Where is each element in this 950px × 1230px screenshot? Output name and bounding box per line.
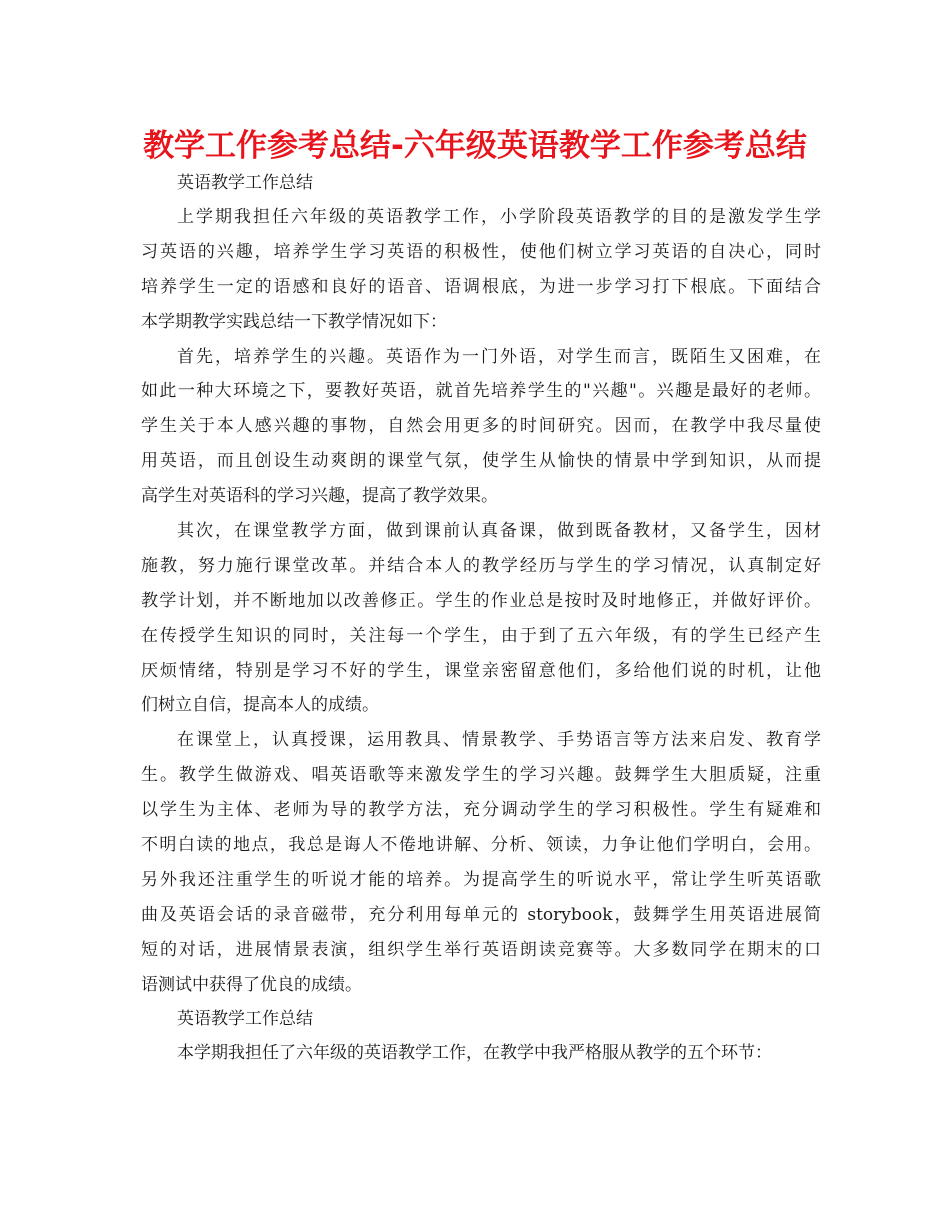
- text-line: 厌烦情绪，特别是学习不好的学生，课堂亲密留意他们，多给他们说的时机，让他: [141, 660, 821, 681]
- document-title: 教学工作参考总结-六年级英语教学工作参考总结: [143, 128, 807, 164]
- paragraph: [141, 340, 821, 514]
- text-line: 用英语，而且创设生动爽朗的课堂气氛，使学生从愉快的情景中学到知识，从而提: [141, 451, 821, 472]
- text-line: 习英语的兴趣，培养学生学习英语的积极性，使他们树立学习英语的自决心，同时: [141, 241, 821, 262]
- section-heading: 英语教学工作总结: [177, 1009, 313, 1030]
- text-line: 其次，在课堂教学方面，做到课前认真备课，做到既备教材，又备学生，因材: [177, 521, 821, 542]
- text-line: 学生关于本人感兴趣的事物，自然会用更多的时间研究。因而，在教学中我尽量使: [141, 416, 821, 437]
- text-line: 培养学生一定的语感和良好的语音、语调根底，为进一步学习打下根底。下面结合: [141, 276, 821, 297]
- text-line: 语测试中获得了优良的成绩。: [141, 974, 362, 995]
- text-line: 教学计划，并不断地加以改善修正。学生的作业总是按时及时地修正，并做好评价。: [141, 590, 821, 611]
- document-body: [141, 166, 821, 1071]
- text-line: 另外我还注重学生的听说才能的培养。为提高学生的听说水平，常让学生听英语歌: [141, 869, 821, 890]
- text-line: 本学期教学实践总结一下教学情况如下：: [141, 311, 447, 332]
- text-line: 曲及英语会话的录音磁带，充分利用每单元的 storybook，鼓舞学生用英语进展简: [141, 904, 821, 925]
- text-line: 如此一种大环境之下，要教好英语，就首先培养学生的"兴趣"。兴趣是最好的老师。: [141, 381, 821, 402]
- text-line: 在传授学生知识的同时，关注每一个学生，由于到了五六年级，有的学生已经产生: [141, 625, 821, 646]
- text-line: 施教，努力施行课堂改革。并结合本人的教学经历与学生的学习情况，认真制定好: [141, 555, 821, 576]
- paragraph: [141, 514, 821, 723]
- text-line: 上学期我担任六年级的英语教学工作，小学阶段英语教学的目的是激发学生学: [177, 207, 821, 227]
- paragraph: [141, 200, 821, 340]
- text-line: 本学期我担任了六年级的英语教学工作，在教学中我严格服从教学的五个环节：: [177, 1043, 772, 1064]
- text-line: 高学生对英语科的学习兴趣，提高了教学效果。: [141, 486, 498, 507]
- text-line: 不明白读的地点，我总是诲人不倦地讲解、分析、领读，力争让他们学明白，会用。: [141, 835, 821, 856]
- paragraph: [141, 1036, 821, 1071]
- text-line: 们树立自信，提高本人的成绩。: [141, 695, 379, 716]
- text-line: 在课堂上，认真授课，运用教具、情景教学、手势语言等方法来启发、教育学: [177, 730, 821, 751]
- paragraph: [141, 723, 821, 1002]
- text-line: 以学生为主体、老师为导的教学方法，充分调动学生的学习积极性。学生有疑难和: [141, 800, 821, 821]
- section-heading: 英语教学工作总结: [177, 173, 313, 193]
- text-line: 首先，培养学生的兴趣。英语作为一门外语，对学生而言，既陌生又困难，在: [177, 346, 821, 367]
- text-line: 生。教学生做游戏、唱英语歌等来激发学生的学习兴趣。鼓舞学生大胆质疑，注重: [141, 765, 821, 786]
- text-line: 短的对话，进展情景表演，组织学生举行英语朗读竞赛等。大多数同学在期末的口: [141, 939, 821, 960]
